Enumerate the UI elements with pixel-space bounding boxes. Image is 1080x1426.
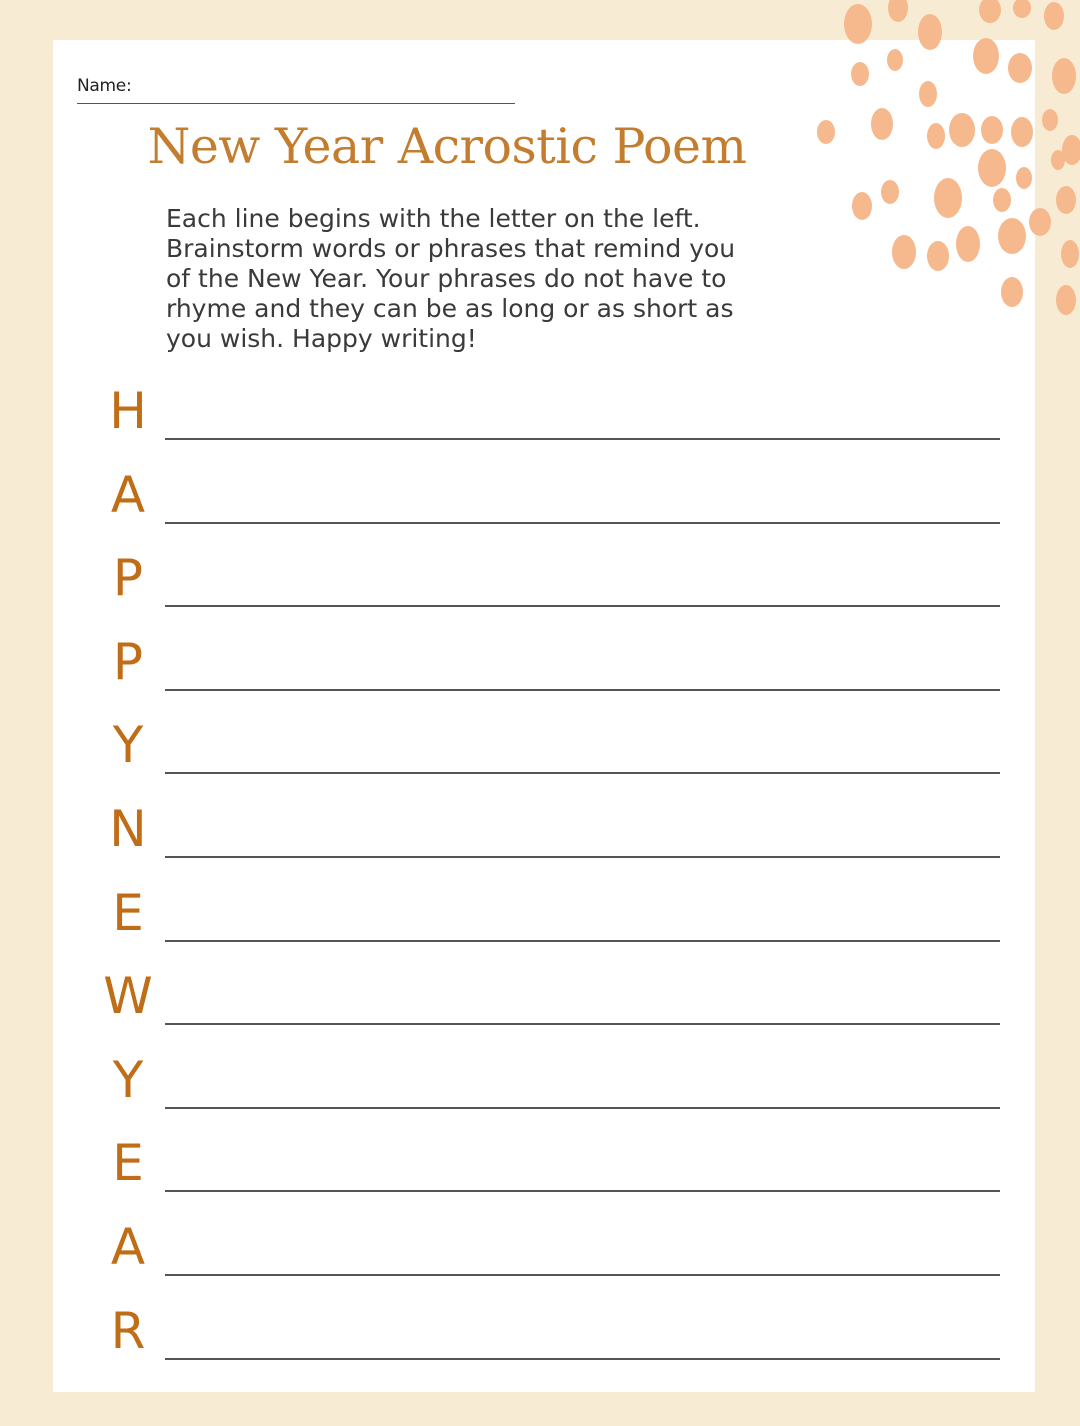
poem-letter: W	[103, 967, 153, 1026]
writing-line[interactable]	[165, 605, 1000, 607]
poem-row	[95, 798, 1000, 858]
poem-row	[95, 464, 1000, 524]
poem-letter: A	[110, 465, 146, 524]
poem-row	[95, 714, 1000, 774]
poem-row	[95, 1216, 1000, 1276]
name-label: Name:	[77, 76, 132, 96]
poem-letter: E	[112, 883, 144, 942]
poem-row	[95, 1049, 1000, 1109]
poem-row	[95, 882, 1000, 942]
writing-line[interactable]	[165, 772, 1000, 774]
writing-line[interactable]	[165, 438, 1000, 440]
poem-letter: A	[110, 1218, 146, 1276]
poem-letter: N	[109, 800, 147, 858]
instructions-text: Each line begins with the letter on the left. Brainstorm words or phrases that remind you of the New Year. Your phrases do not have to rhyme and they can be as long or as short as you wish. Happy writing!	[166, 204, 736, 353]
writing-line[interactable]	[165, 522, 1000, 524]
page-title: New Year Acrostic Poem	[147, 118, 747, 175]
poem-letter: H	[109, 382, 147, 440]
poem-row	[95, 547, 1000, 607]
poem-letter: P	[112, 632, 144, 691]
poem-row	[95, 1132, 1000, 1192]
writing-line[interactable]	[165, 1107, 1000, 1109]
writing-line[interactable]	[165, 1274, 1000, 1276]
writing-line[interactable]	[165, 689, 1000, 691]
poem-letter: R	[110, 1301, 146, 1360]
poem-row	[95, 1300, 1000, 1360]
writing-line[interactable]	[165, 856, 1000, 858]
poem-row	[95, 631, 1000, 691]
writing-line[interactable]	[165, 1190, 1000, 1192]
writing-line[interactable]	[165, 1023, 1000, 1025]
writing-line[interactable]	[165, 940, 1000, 942]
poem-row	[95, 380, 1000, 440]
poem-letter: P	[112, 549, 144, 608]
poem-letter: Y	[112, 716, 144, 775]
poem-letter: Y	[112, 1050, 144, 1109]
writing-line[interactable]	[165, 1358, 1000, 1360]
poem-row	[95, 965, 1000, 1025]
poem-letter: E	[112, 1134, 144, 1193]
